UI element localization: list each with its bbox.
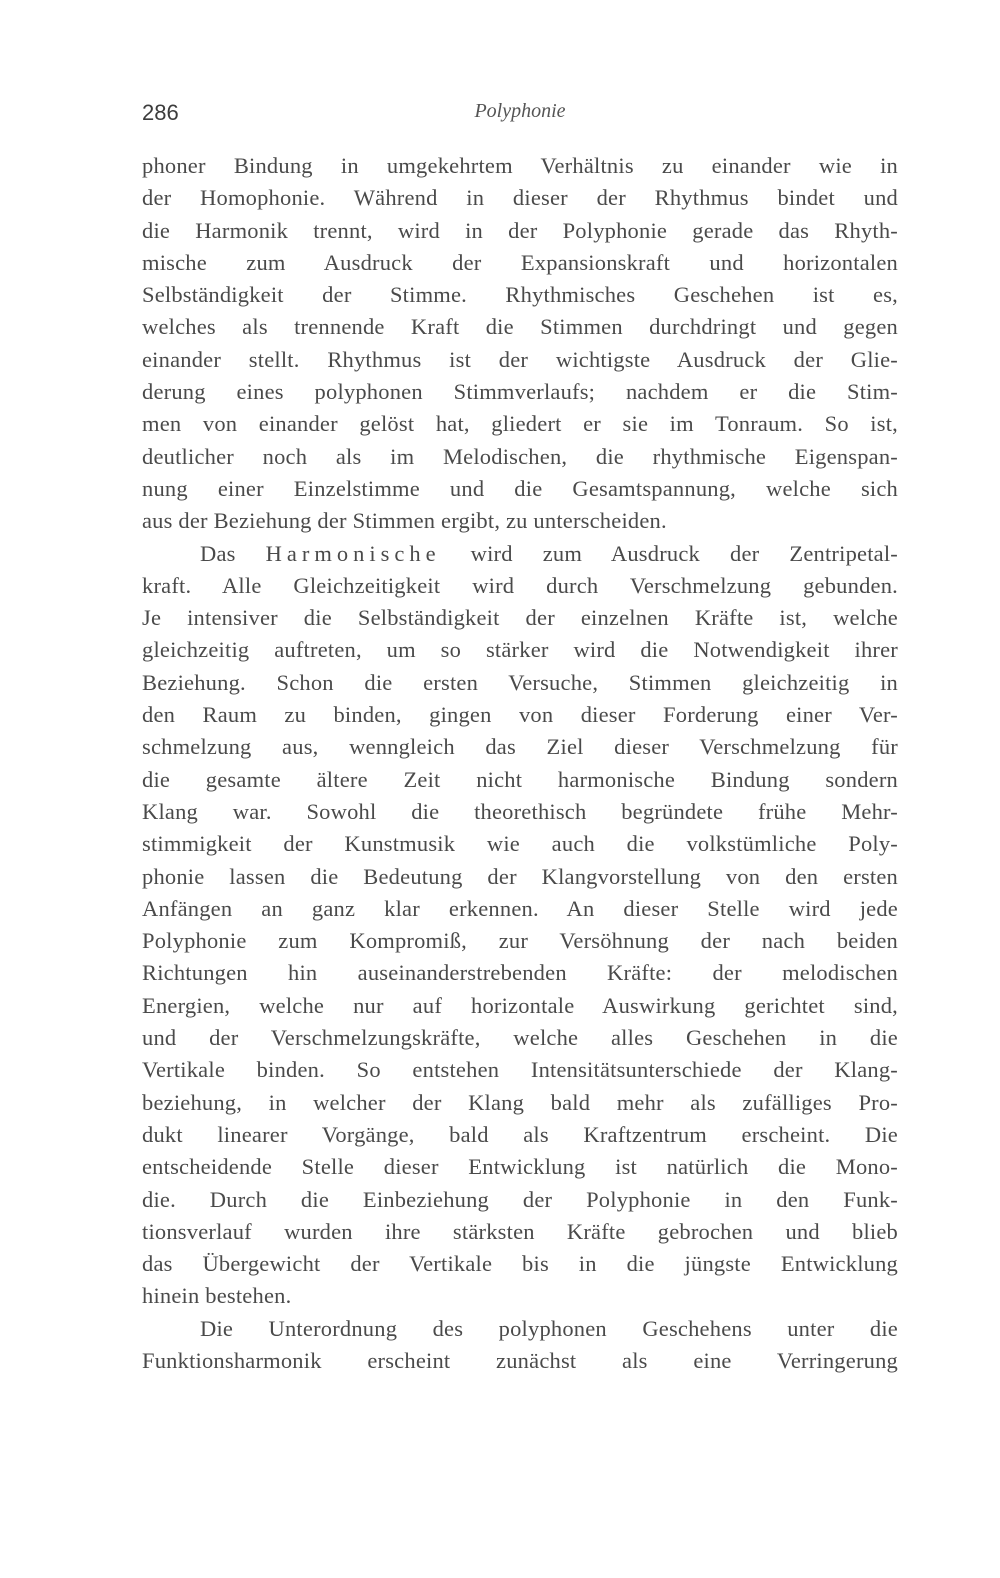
text-line: nung einer Einzelstimme und die Gesamtspannung, welche sich [142,475,898,501]
spaced-emphasis: Harmonische [265,540,441,566]
text-line: kraft. Alle Gleichzeitigkeit wird durch Verschmelzung gebunden. [142,572,898,598]
paragraph [142,538,898,1313]
running-head: Polyphonie [474,100,566,122]
text-line: die Harmonik trennt, wird in der Polyphonie gerade das Rhyth- [142,217,898,243]
text-line: die. Durch die Einbeziehung der Polyphonie in den Funk- [142,1186,898,1212]
text-line: Energien, welche nur auf horizontale Auswirkung gerichtet sind, [142,992,898,1018]
text-line: die gesamte ältere Zeit nicht harmonische Bindung sondern [142,766,898,792]
text-line: Selbständigkeit der Stimme. Rhythmisches Geschehen ist es, [142,282,898,308]
page-number: 286 [142,100,179,125]
text-line: einander stellt. Rhythmus ist der wichtigste Ausdruck der Glie- [142,346,898,372]
text-line: Richtungen hin auseinanderstrebenden Kräfte: der melodischen [142,960,898,986]
text-line: mische zum Ausdruck der Expansionskraft und horizontalen [142,249,898,275]
text-line: entscheidende Stelle dieser Entwicklung ist natürlich die Mono- [142,1154,898,1180]
text-line: schmelzung aus, wenngleich das Ziel dieser Verschmelzung für [142,734,898,760]
text-line: Polyphonie zum Kompromiß, zur Versöhnung der nach beiden [142,928,898,954]
text-line: das Übergewicht der Vertikale bis in die jüngste Entwicklung [142,1251,898,1277]
text-line: gleichzeitig auftreten, um so stärker wird die Notwendigkeit ihrer [142,637,898,663]
text-line: der Homophonie. Während in dieser der Rhythmus bindet und [142,185,898,211]
text-line: Vertikale binden. So entstehen Intensitätsunterschiede der Klang- [142,1057,898,1083]
text-fragment: wird zum Ausdruck der Zentripetal- [470,540,898,566]
text-line: Funktionsharmonik erscheint zunächst als eine Verringerung [142,1347,898,1373]
text-line: Klang war. Sowohl die theorethisch begründete frühe Mehr- [142,798,898,824]
text-line: beziehung, in welcher der Klang bald mehr als zufälliges Pro- [142,1089,898,1115]
text-line: aus der Beziehung der Stimmen ergibt, zu unterscheiden. [142,508,667,534]
page-header [142,100,898,134]
text-line: welches als trennende Kraft die Stimmen durchdringt und gegen [142,314,898,340]
paragraph [142,1313,898,1378]
text-line: den Raum zu binden, gingen von dieser Forderung einer Ver- [142,702,898,728]
text-line [142,538,898,570]
text-line: Anfängen an ganz klar erkennen. An dieser Stelle wird jede [142,895,898,921]
text-line: Die Unterordnung des polyphonen Geschehens unter die [200,1315,898,1341]
text-line: und der Verschmelzungskräfte, welche alles Geschehen in die [142,1025,898,1051]
text-line: tionsverlauf wurden ihre stärksten Kräfte gebrochen und blieb [142,1218,898,1244]
text-line: deutlicher noch als im Melodischen, die rhythmische Eigenspan- [142,443,898,469]
text-line: dukt linearer Vorgänge, bald als Kraftzentrum erscheint. Die [142,1121,898,1147]
text-line: phonie lassen die Bedeutung der Klangvorstellung von den ersten [142,863,898,889]
text-line: men von einander gelöst hat, gliedert er sie im Tonraum. So ist, [142,411,898,437]
text-line: stimmigkeit der Kunstmusik wie auch die volkstümliche Poly- [142,831,898,857]
paragraph [142,150,898,538]
text-line: Beziehung. Schon die ersten Versuche, Stimmen gleichzeitig in [142,669,898,695]
text-line: phoner Bindung in umgekehrtem Verhältnis zu einander wie in [142,153,898,178]
text-line: Je intensiver die Selbständigkeit der einzelnen Kräfte ist, welche [142,605,898,631]
text-line: hinein bestehen. [142,1283,292,1309]
text-line: derung eines polyphonen Stimmverlaufs; nachdem er die Stim- [142,379,898,405]
text-fragment: Das [200,540,236,566]
body-text [142,150,898,1377]
